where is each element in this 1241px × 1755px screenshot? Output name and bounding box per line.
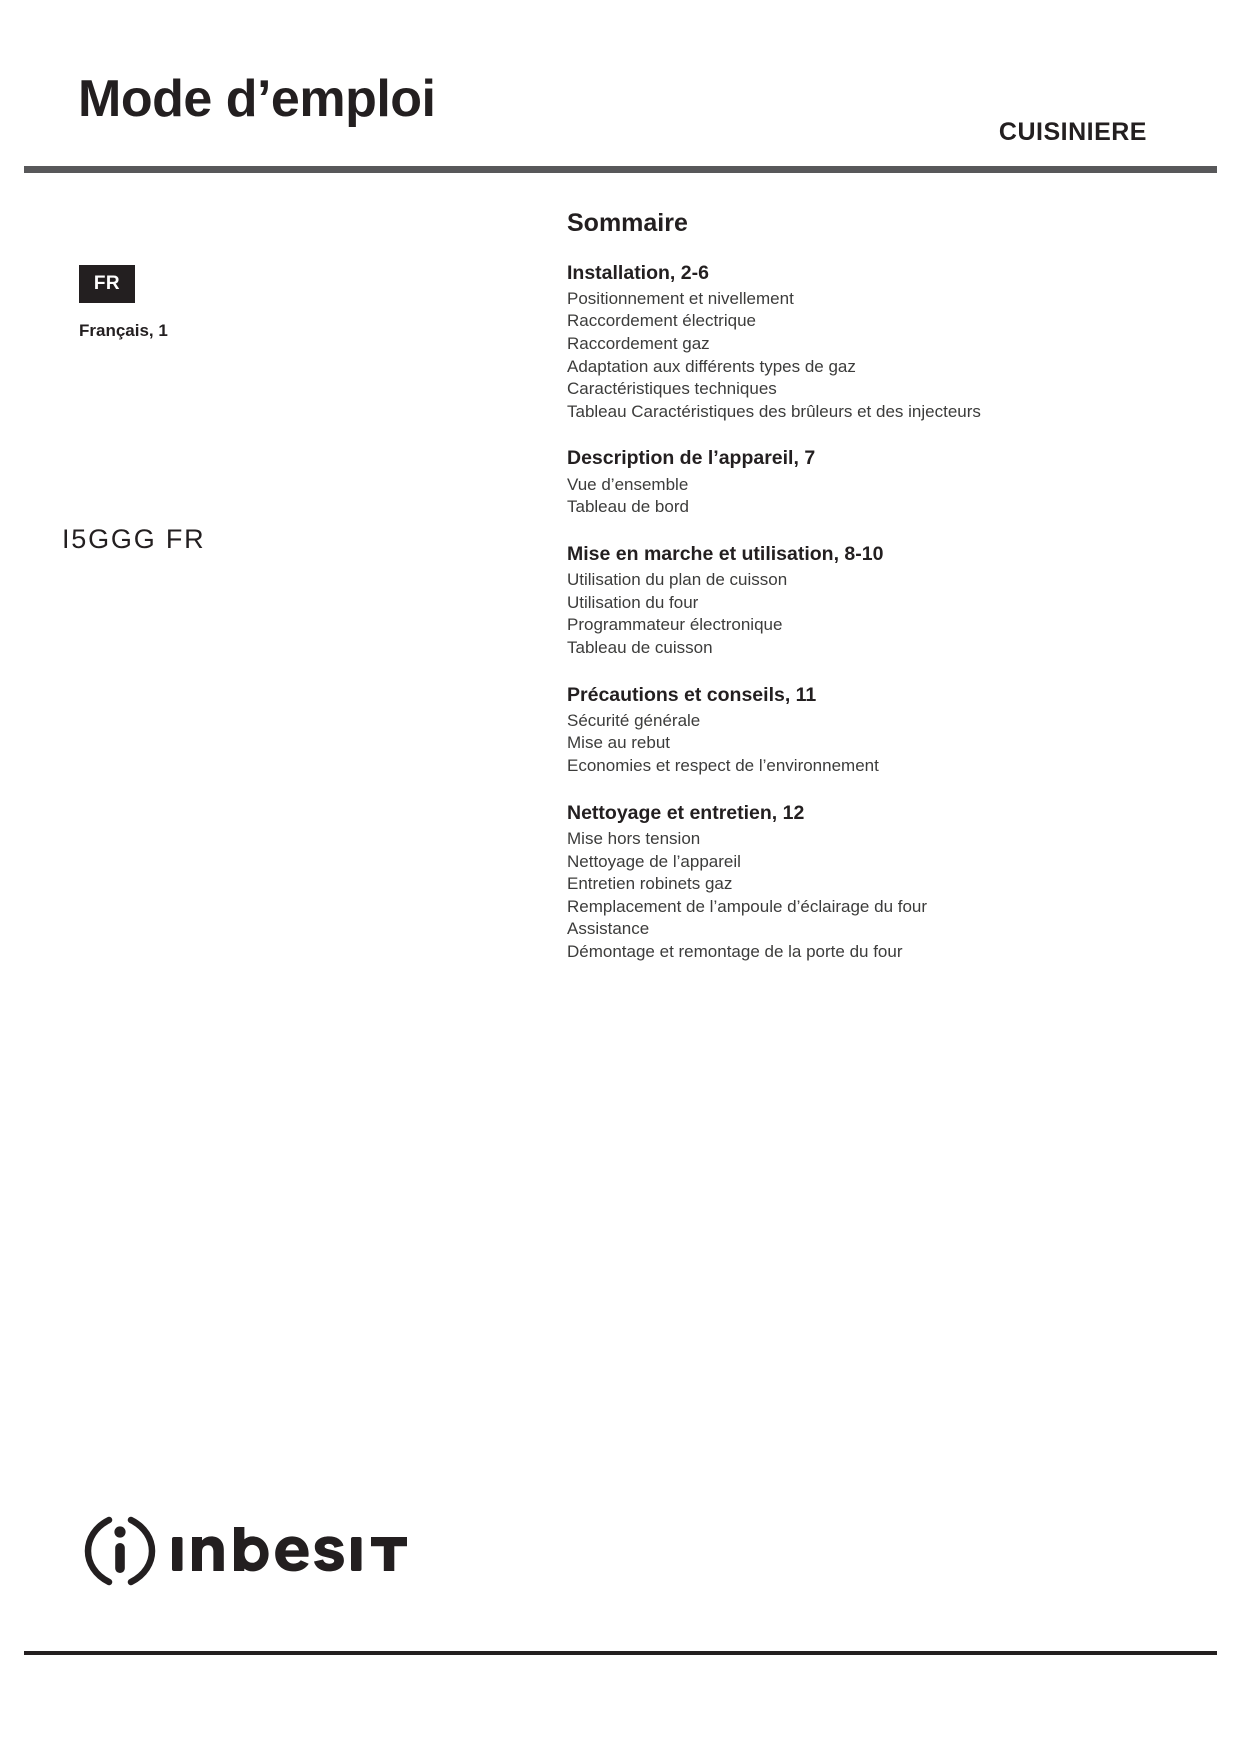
toc-item-list — [567, 569, 1037, 659]
toc-section — [567, 682, 1037, 778]
toc-item[interactable]: Mise hors tension — [567, 828, 701, 848]
toc-section — [567, 445, 1037, 519]
brand-logo — [82, 1512, 408, 1588]
brand-wordmark — [172, 1527, 408, 1573]
toc-section-heading[interactable]: Installation, 2-6 — [567, 261, 709, 284]
toc-section-heading[interactable]: Précautions et conseils, 11 — [567, 683, 817, 706]
page-title: Mode d’emploi — [78, 69, 436, 128]
appliance-type-label: CUISINIERE — [998, 118, 1147, 146]
toc-item-list — [567, 474, 1037, 519]
toc-section — [567, 541, 1037, 660]
toc-section — [567, 260, 1037, 424]
toc-item-list — [567, 288, 1037, 424]
toc-item[interactable]: Utilisation du plan de cuisson — [567, 570, 788, 590]
toc-item[interactable]: Positionnement et nivellement — [567, 288, 794, 308]
toc-item[interactable]: Economies et respect de l’environnement — [567, 756, 879, 776]
toc-item[interactable]: Utilisation du four — [567, 592, 699, 612]
toc-item[interactable]: Raccordement gaz — [567, 334, 710, 353]
toc-section-heading[interactable]: Nettoyage et entretien, 12 — [567, 801, 805, 824]
footer-divider — [24, 1651, 1217, 1655]
toc-item[interactable]: Tableau Caractéristiques des brûleurs et des injecteurs — [567, 401, 981, 421]
toc-item[interactable]: Tableau de bord — [567, 497, 689, 517]
toc-item[interactable]: Vue d’ensemble — [567, 474, 689, 494]
indesit-i-circle-icon — [82, 1512, 158, 1588]
model-code: I5GGG FR — [62, 524, 206, 554]
toc-section-heading[interactable]: Description de l’appareil, 7 — [567, 447, 816, 470]
toc-item[interactable]: Nettoyage de l’appareil — [567, 851, 741, 871]
toc-item[interactable]: Caractéristiques techniques — [567, 379, 777, 399]
toc-item[interactable]: Tableau de cuisson — [567, 637, 713, 657]
toc-item[interactable]: Programmateur électronique — [567, 615, 783, 635]
toc-item[interactable]: Entretien robinets gaz — [567, 874, 733, 894]
toc-item-list — [567, 828, 1037, 964]
toc-item[interactable]: Adaptation aux différents types de gaz — [567, 356, 856, 376]
toc-item[interactable]: Mise au rebut — [567, 733, 670, 753]
toc-section-heading[interactable]: Mise en marche et utilisation, 8-10 — [567, 542, 884, 565]
toc-title: Sommaire — [567, 209, 688, 237]
toc-section-list — [567, 260, 1037, 964]
language-badge: FR — [79, 265, 135, 303]
toc-item-list — [567, 710, 1037, 778]
toc-item[interactable]: Assistance — [567, 919, 650, 939]
toc-item[interactable]: Raccordement électrique — [567, 311, 756, 331]
table-of-contents — [567, 210, 1037, 964]
toc-section — [567, 800, 1037, 964]
header-divider — [24, 166, 1217, 173]
toc-item[interactable]: Sécurité générale — [567, 710, 701, 730]
toc-item[interactable]: Démontage et remontage de la porte du four — [567, 941, 903, 961]
toc-item[interactable]: Remplacement de l’ampoule d’éclairage du four — [567, 896, 928, 916]
language-label: Français, 1 — [79, 321, 168, 340]
